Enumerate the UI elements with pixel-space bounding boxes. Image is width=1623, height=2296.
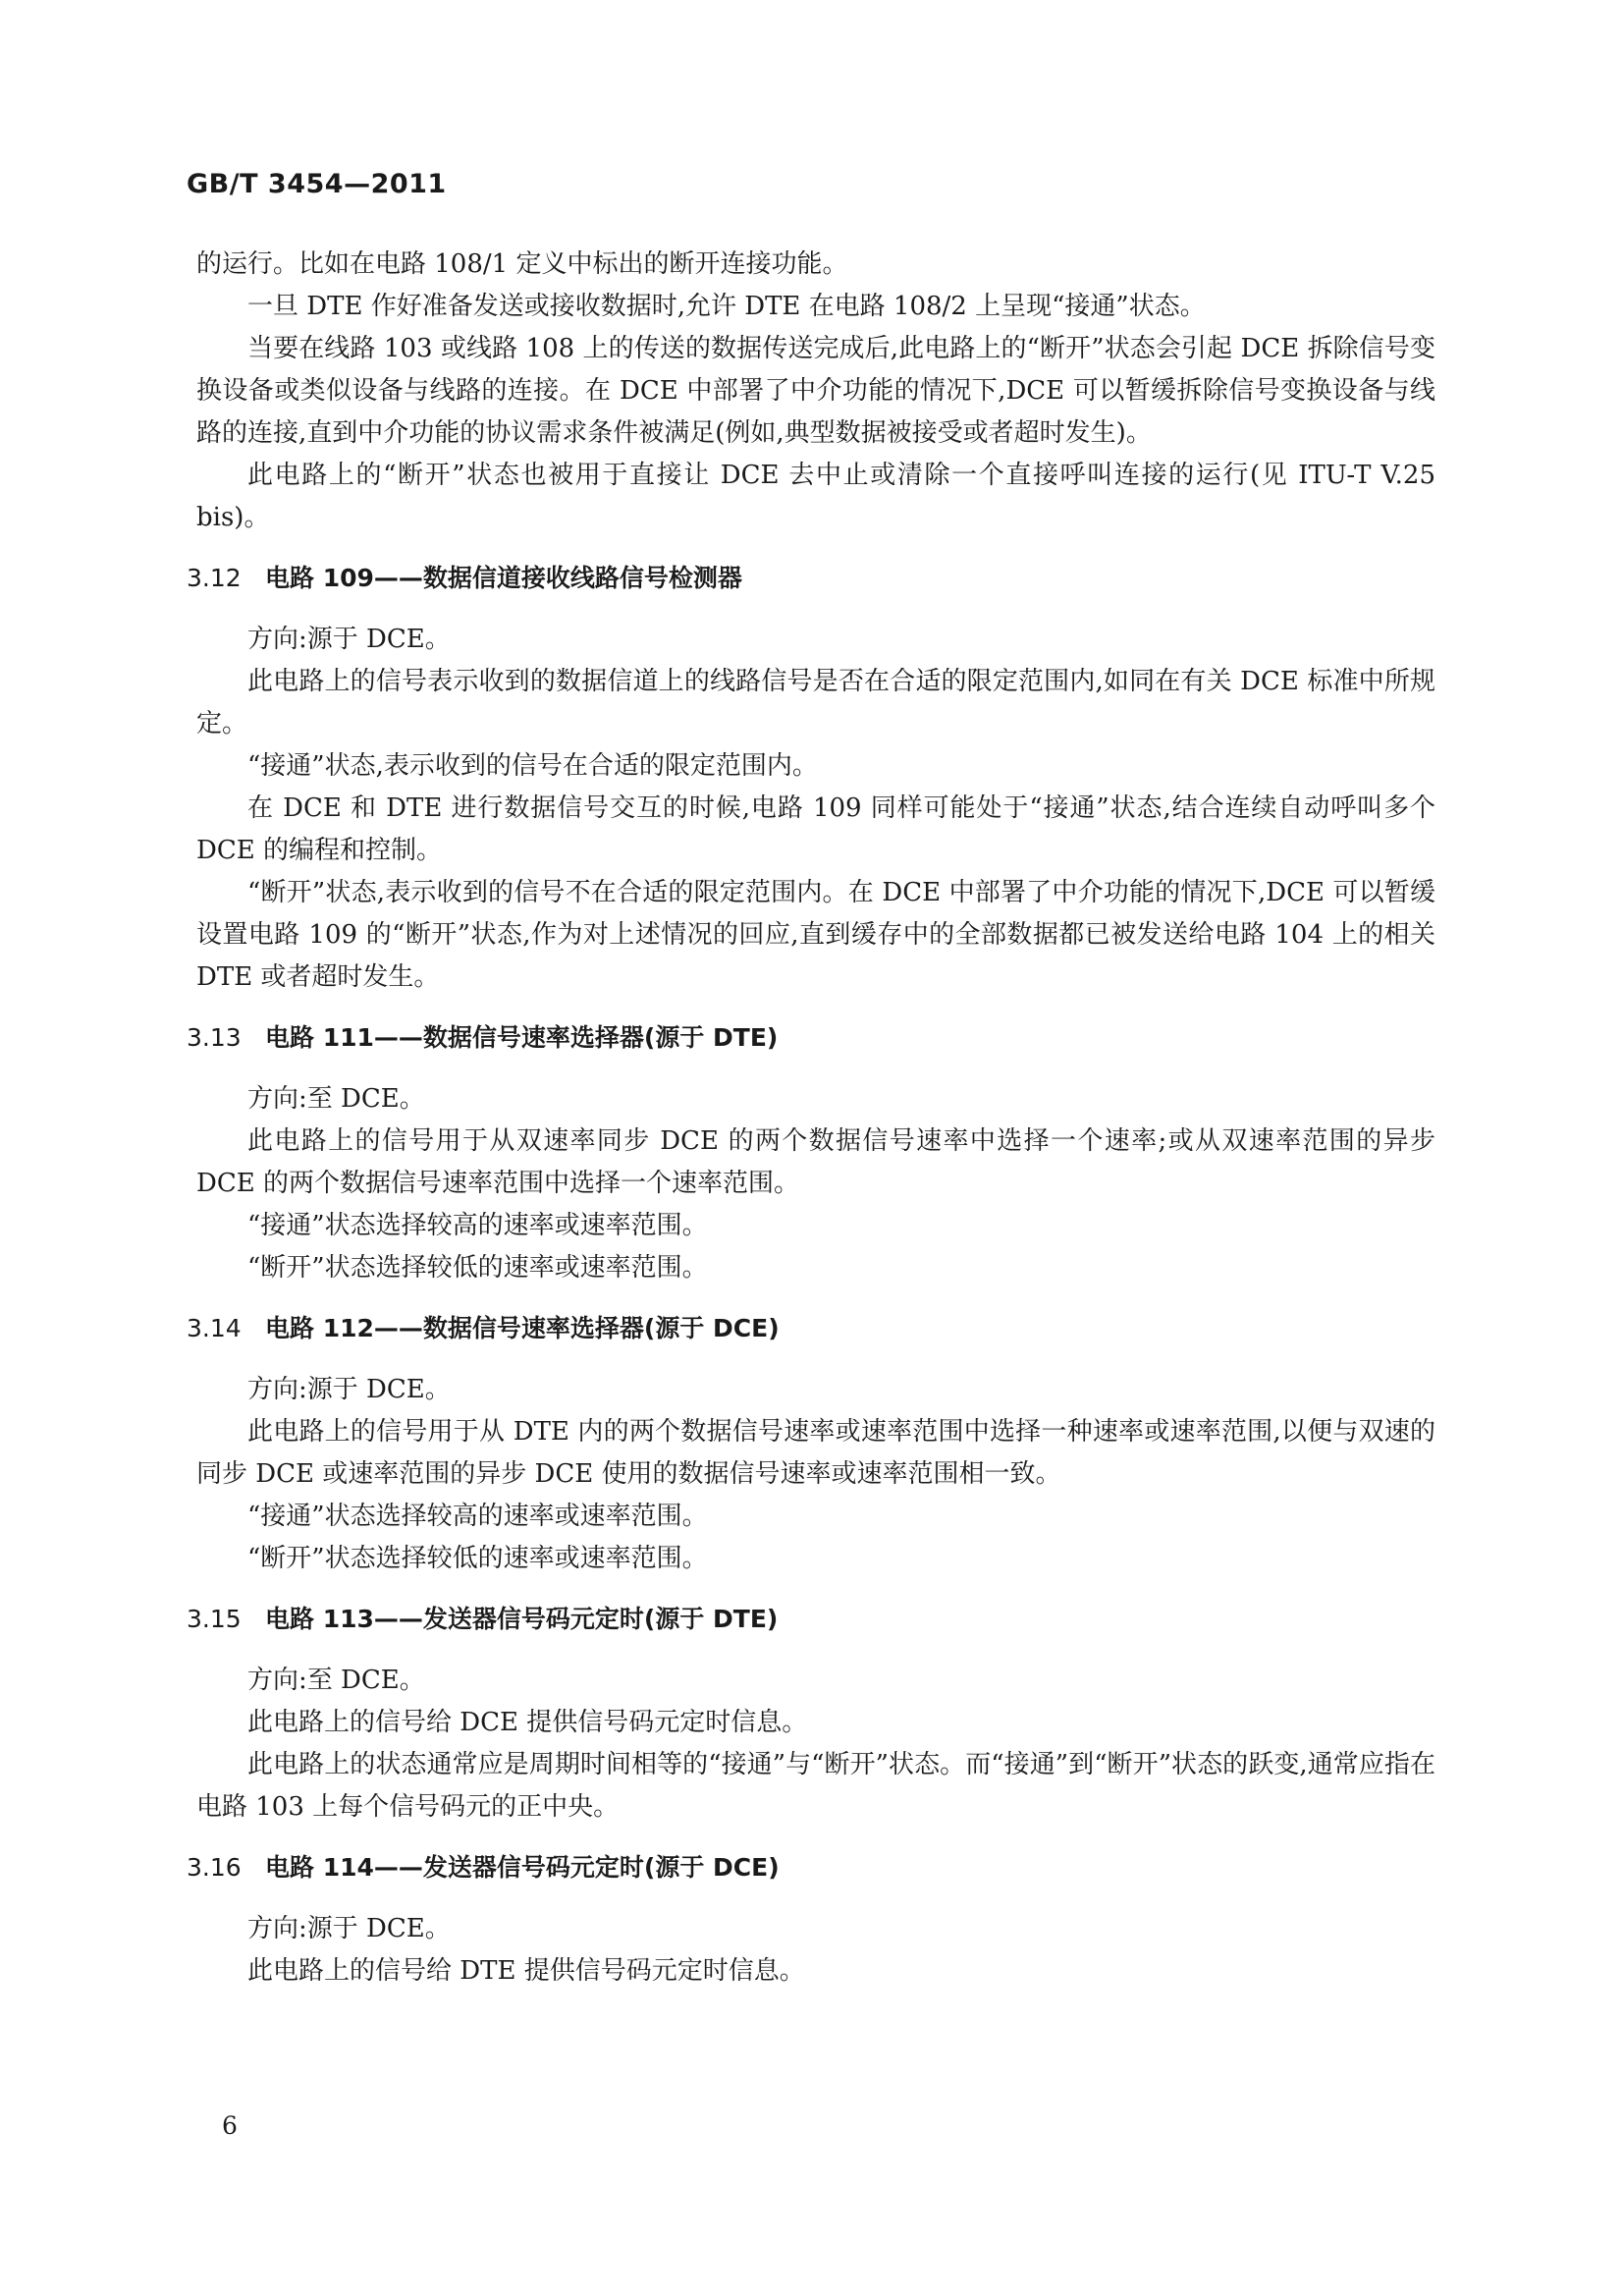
paragraph: 方向:至 DCE。 [247,1666,425,1695]
section-heading-3-14 [187,1307,1435,1349]
section-number: 3.14 [187,1314,242,1342]
paragraph: 此电路上的状态通常应是周期时间相等的“接通”与“断开”状态。而“接通”到“断开”状态的跃变,通常应指在电路 103 上每个信号码元的正中央。 [196,1750,1435,1822]
paragraph: “接通”状态,表示收到的信号在合适的限定范围内。 [247,751,818,781]
paragraph: 的运行。比如在电路 108/1 定义中标出的断开连接功能。 [196,249,848,279]
section-heading-3-12 [187,557,1435,599]
paragraph: 此电路上的信号表示收到的数据信道上的线路信号是否在合适的限定范围内,如同在有关 DCE 标准中所规定。 [196,667,1435,738]
section-number: 3.12 [187,564,242,592]
paragraph: 方向:源于 DCE。 [247,625,451,654]
section-number: 3.15 [187,1605,242,1633]
section-heading-3-15 [187,1598,1435,1640]
section-number: 3.13 [187,1023,242,1052]
paragraph: 此电路上的信号给 DCE 提供信号码元定时信息。 [247,1708,808,1737]
paragraph: 一旦 DTE 作好准备发送或接收数据时,允许 DTE 在电路 108/2 上呈现“接通”状态。 [247,292,1206,321]
document-body [187,244,1435,1993]
paragraph: 方向:源于 DCE。 [247,1914,451,1943]
paragraph: 方向:源于 DCE。 [247,1375,451,1404]
section-number: 3.16 [187,1853,242,1882]
section-title: 电路 112——数据信号速率选择器(源于 DCE) [265,1314,780,1342]
paragraph: 此电路上的信号用于从 DTE 内的两个数据信号速率或速率范围中选择一种速率或速率范围,以便与双速的同步 DCE 或速率范围的异步 DCE 使用的数据信号速率或速率范围相一致。 [196,1417,1435,1489]
paragraph: 在 DCE 和 DTE 进行数据信号交互的时候,电路 109 同样可能处于“接通”状态,结合连续自动呼叫多个 DCE 的编程和控制。 [196,793,1435,865]
paragraph: “断开”状态,表示收到的信号不在合适的限定范围内。在 DCE 中部署了中介功能的情况下,DCE 可以暂缓设置电路 109 的“断开”状态,作为对上述情况的回应,直到缓存中的全部数据都已被发送给电路 104 上的相关 DTE 或者超时发生。 [196,878,1435,992]
standard-code-header: GB/T 3454—2011 [187,169,447,199]
paragraph: “断开”状态选择较低的速率或速率范围。 [247,1544,708,1573]
paragraph: 此电路上的信号给 DTE 提供信号码元定时信息。 [247,1956,805,1986]
section-title: 电路 109——数据信道接收线路信号检测器 [265,564,742,592]
paragraph: 当要在线路 103 或线路 108 上的传送的数据传送完成后,此电路上的“断开”状态会引起 DCE 拆除信号变换设备或类似设备与线路的连接。在 DCE 中部署了中介功能的情况下,DCE 可以暂缓拆除信号变换设备与线路的连接,直到中介功能的协议需求条件被满足(例如,典型数据被接受或者超时发生)。 [196,334,1435,448]
section-title: 电路 113——发送器信号码元定时(源于 DTE) [265,1605,779,1633]
section-heading-3-13 [187,1016,1435,1059]
paragraph: “接通”状态选择较高的速率或速率范围。 [247,1211,708,1240]
paragraph: “接通”状态选择较高的速率或速率范围。 [247,1502,708,1531]
section-title: 电路 111——数据信号速率选择器(源于 DTE) [265,1023,779,1052]
paragraph: 方向:至 DCE。 [247,1084,425,1114]
section-title: 电路 114——发送器信号码元定时(源于 DCE) [265,1853,780,1882]
paragraph: “断开”状态选择较低的速率或速率范围。 [247,1253,708,1283]
paragraph: 此电路上的“断开”状态也被用于直接让 DCE 去中止或清除一个直接呼叫连接的运行(见 ITU-T V.25 bis)。 [196,461,1435,532]
page-number: 6 [222,2111,238,2140]
section-heading-3-16 [187,1846,1435,1888]
paragraph: 此电路上的信号用于从双速率同步 DCE 的两个数据信号速率中选择一个速率;或从双速率范围的异步 DCE 的两个数据信号速率范围中选择一个速率范围。 [196,1126,1435,1198]
